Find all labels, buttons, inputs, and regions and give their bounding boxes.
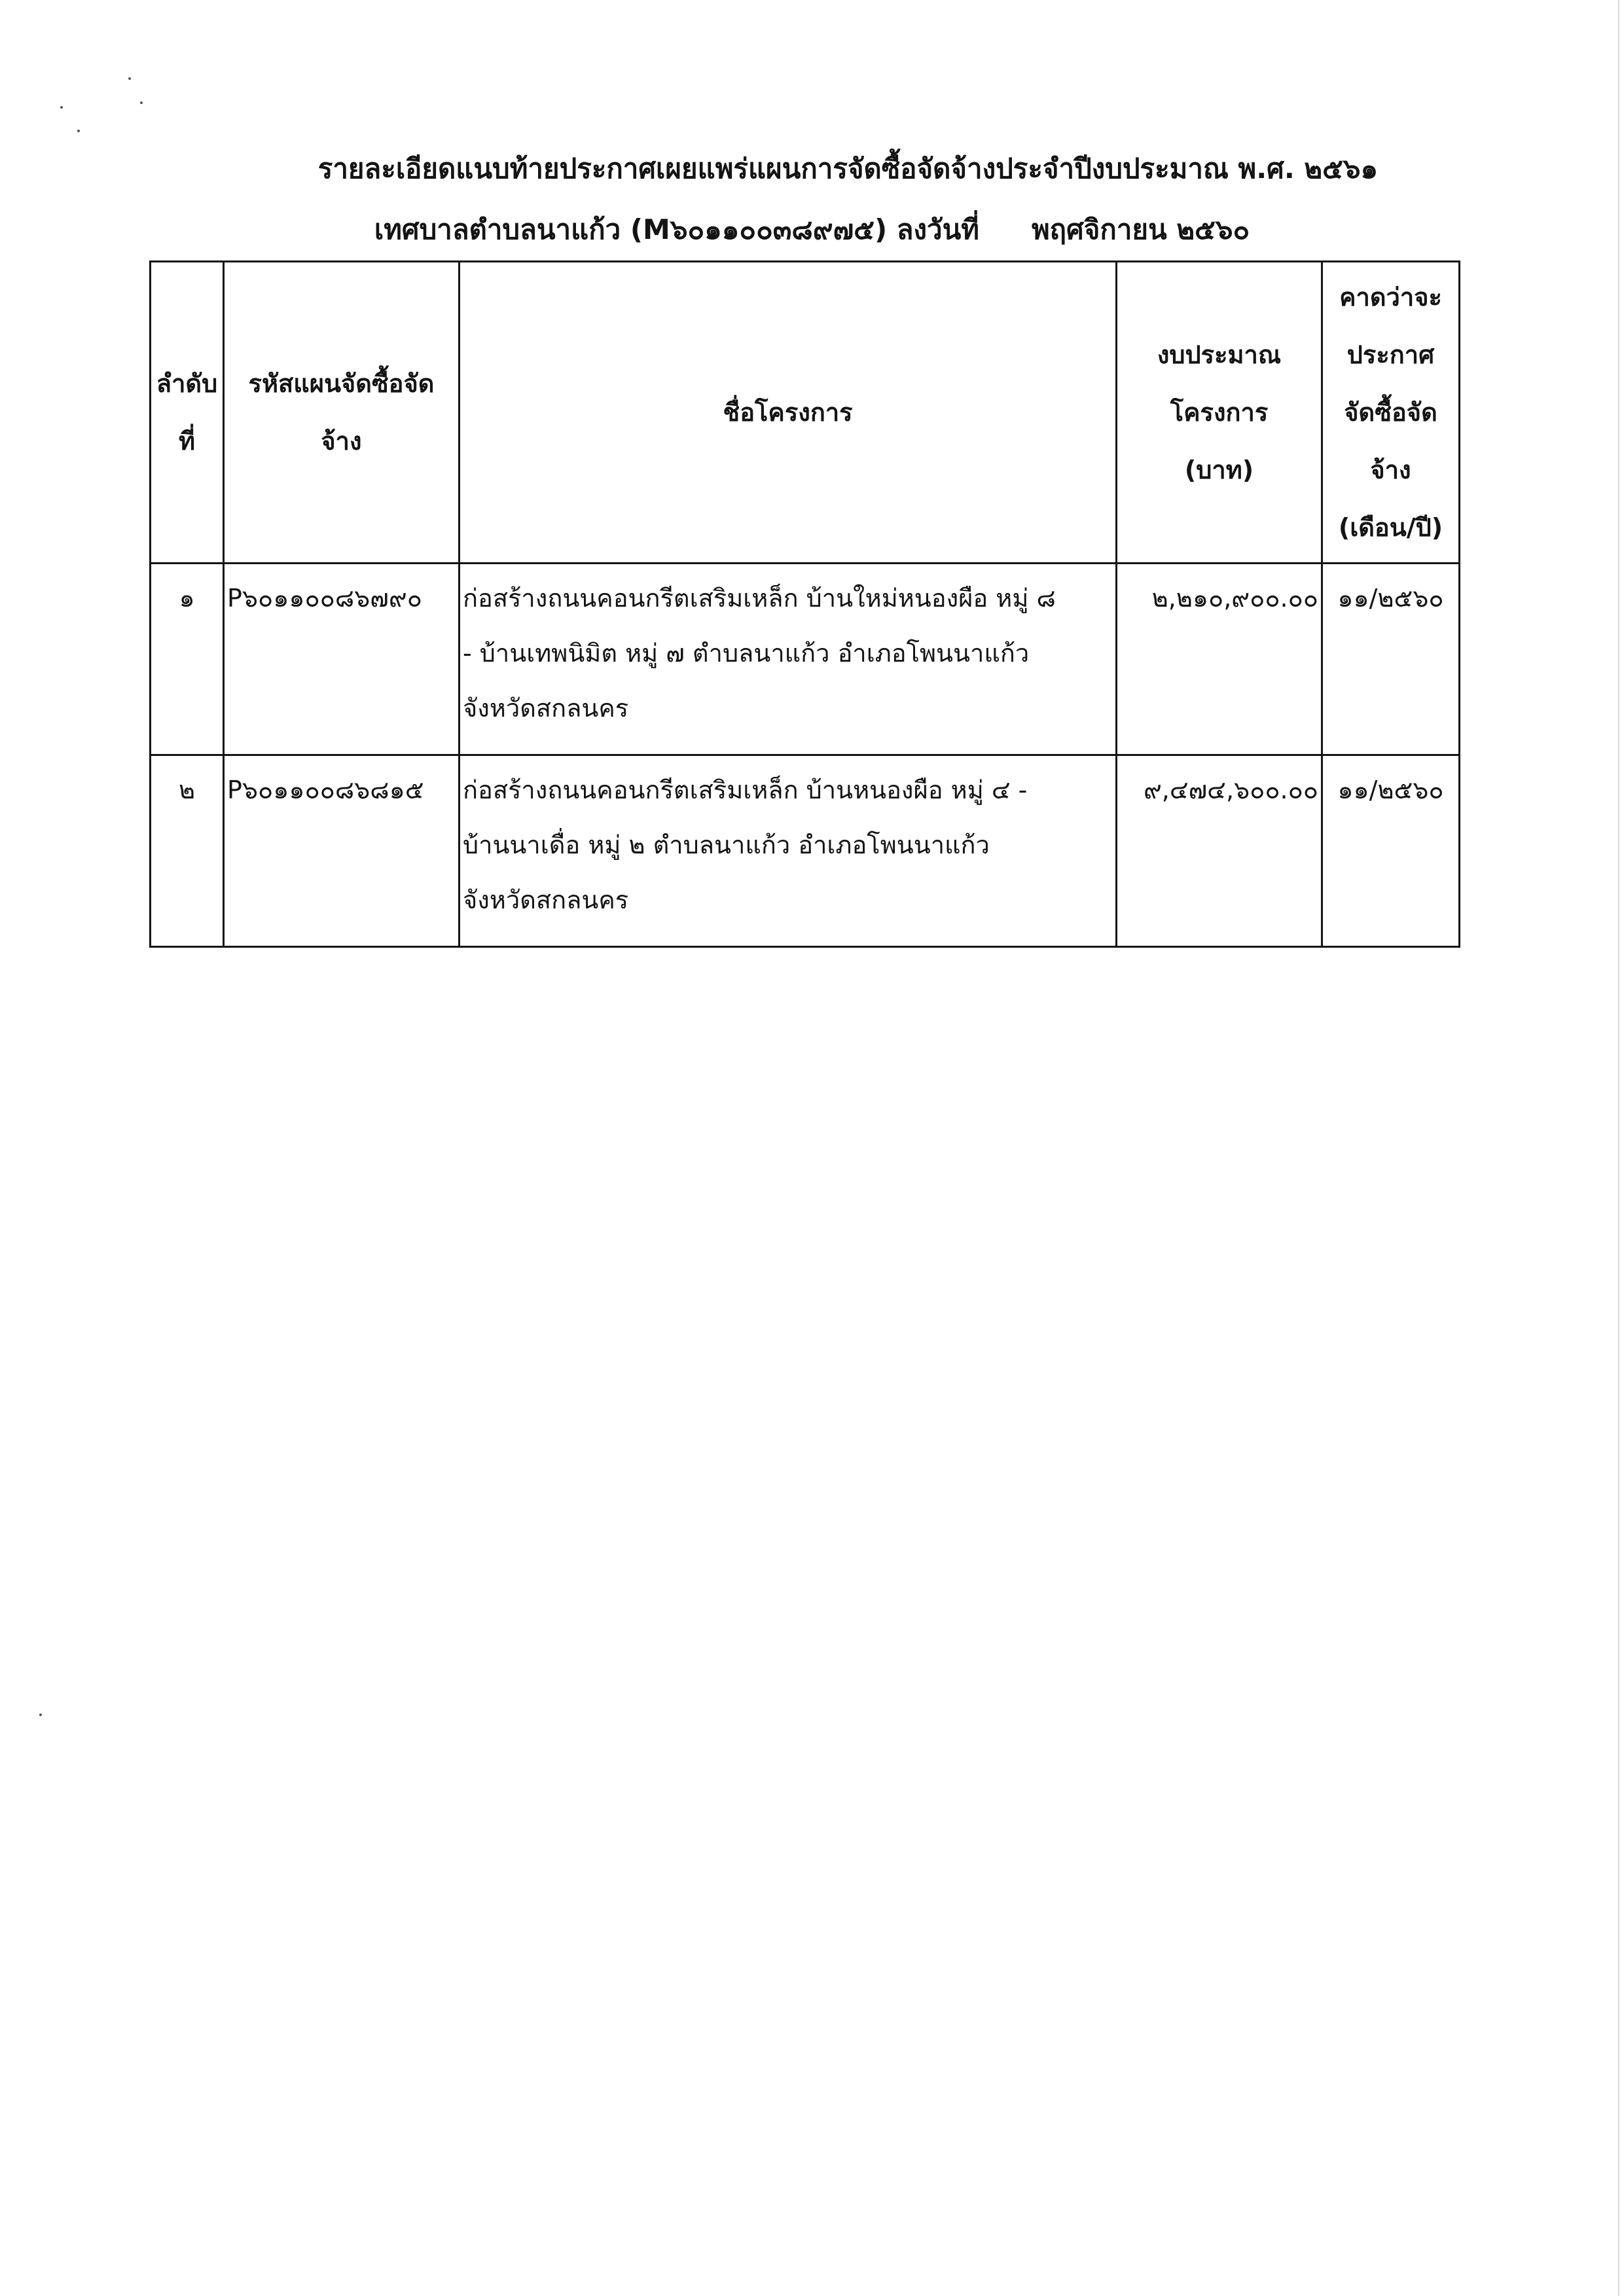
- scan-speck: [128, 77, 131, 80]
- cell-plan-code: P๖๐๑๑๐๐๘๖๗๙๐: [224, 564, 460, 755]
- project-name-line: จังหวัดสกลนคร: [463, 694, 629, 723]
- project-name-line: ก่อสร้างถนนคอนกรีตเสริมเหล็ก บ้านหนองผือ หมู่ ๔ -: [463, 776, 1028, 804]
- header-code: รหัสแผนจัดซื้อจัด จ้าง: [224, 262, 460, 564]
- cell-project-name: [460, 564, 1117, 755]
- table-row: [151, 755, 1460, 947]
- header-expected-date: คาดว่าจะ ประกาศ จัดซื้อจัด จ้าง (เดือน/ปี): [1322, 262, 1460, 564]
- document-subtitle: [0, 208, 1624, 251]
- cell-budget: ๒,๒๑๐,๙๐๐.๐๐: [1117, 564, 1322, 755]
- procurement-plan-table: [149, 260, 1460, 948]
- scan-edge-line: [1618, 0, 1619, 2296]
- cell-no: ๑: [151, 564, 224, 755]
- document-title: รายละเอียดแนบท้ายประกาศเผยแพร่แผนการจัดซื้อจัดจ้างประจำปีงบประมาณ พ.ศ. ๒๕๖๑: [317, 152, 1379, 185]
- header-project-name: ชื่อโครงการ: [460, 262, 1117, 564]
- header-budget: งบประมาณ โครงการ (บาท): [1117, 262, 1322, 564]
- cell-budget: ๙,๔๗๔,๖๐๐.๐๐: [1117, 755, 1322, 947]
- cell-project-name: [460, 755, 1117, 947]
- project-name-line: บ้านนาเดื่อ หมู่ ๒ ตำบลนาแก้ว อำเภอโพนนาแก้ว: [463, 831, 990, 859]
- table-header-row: [151, 262, 1460, 564]
- header-no: ลำดับ ที่: [151, 262, 224, 564]
- scan-speck: [60, 106, 63, 109]
- project-name-line: จังหวัดสกลนคร: [463, 886, 629, 914]
- cell-expected-date: ๑๑/๒๕๖๐: [1322, 755, 1460, 947]
- cell-plan-code: P๖๐๑๑๐๐๘๖๘๑๕: [224, 755, 460, 947]
- project-name-line: - บ้านเทพนิมิต หมู่ ๗ ตำบลนาแก้ว อำเภอโพนนาแก้ว: [463, 639, 1030, 668]
- project-name-line: ก่อสร้างถนนคอนกรีตเสริมเหล็ก บ้านใหม่หนองผือ หมู่ ๘: [463, 584, 1056, 613]
- scan-speck: [39, 1713, 42, 1716]
- cell-expected-date: ๑๑/๒๕๖๐: [1322, 564, 1460, 755]
- cell-no: ๒: [151, 755, 224, 947]
- scan-speck: [77, 130, 80, 132]
- subtitle-date: พฤศจิกายน ๒๕๖๐: [1032, 213, 1250, 245]
- scan-speck: [140, 101, 143, 104]
- subtitle-organization: เทศบาลตำบลนาแก้ว (M๖๐๑๑๐๐๓๘๙๗๕) ลงวันที่: [374, 213, 979, 245]
- table-row: [151, 564, 1460, 755]
